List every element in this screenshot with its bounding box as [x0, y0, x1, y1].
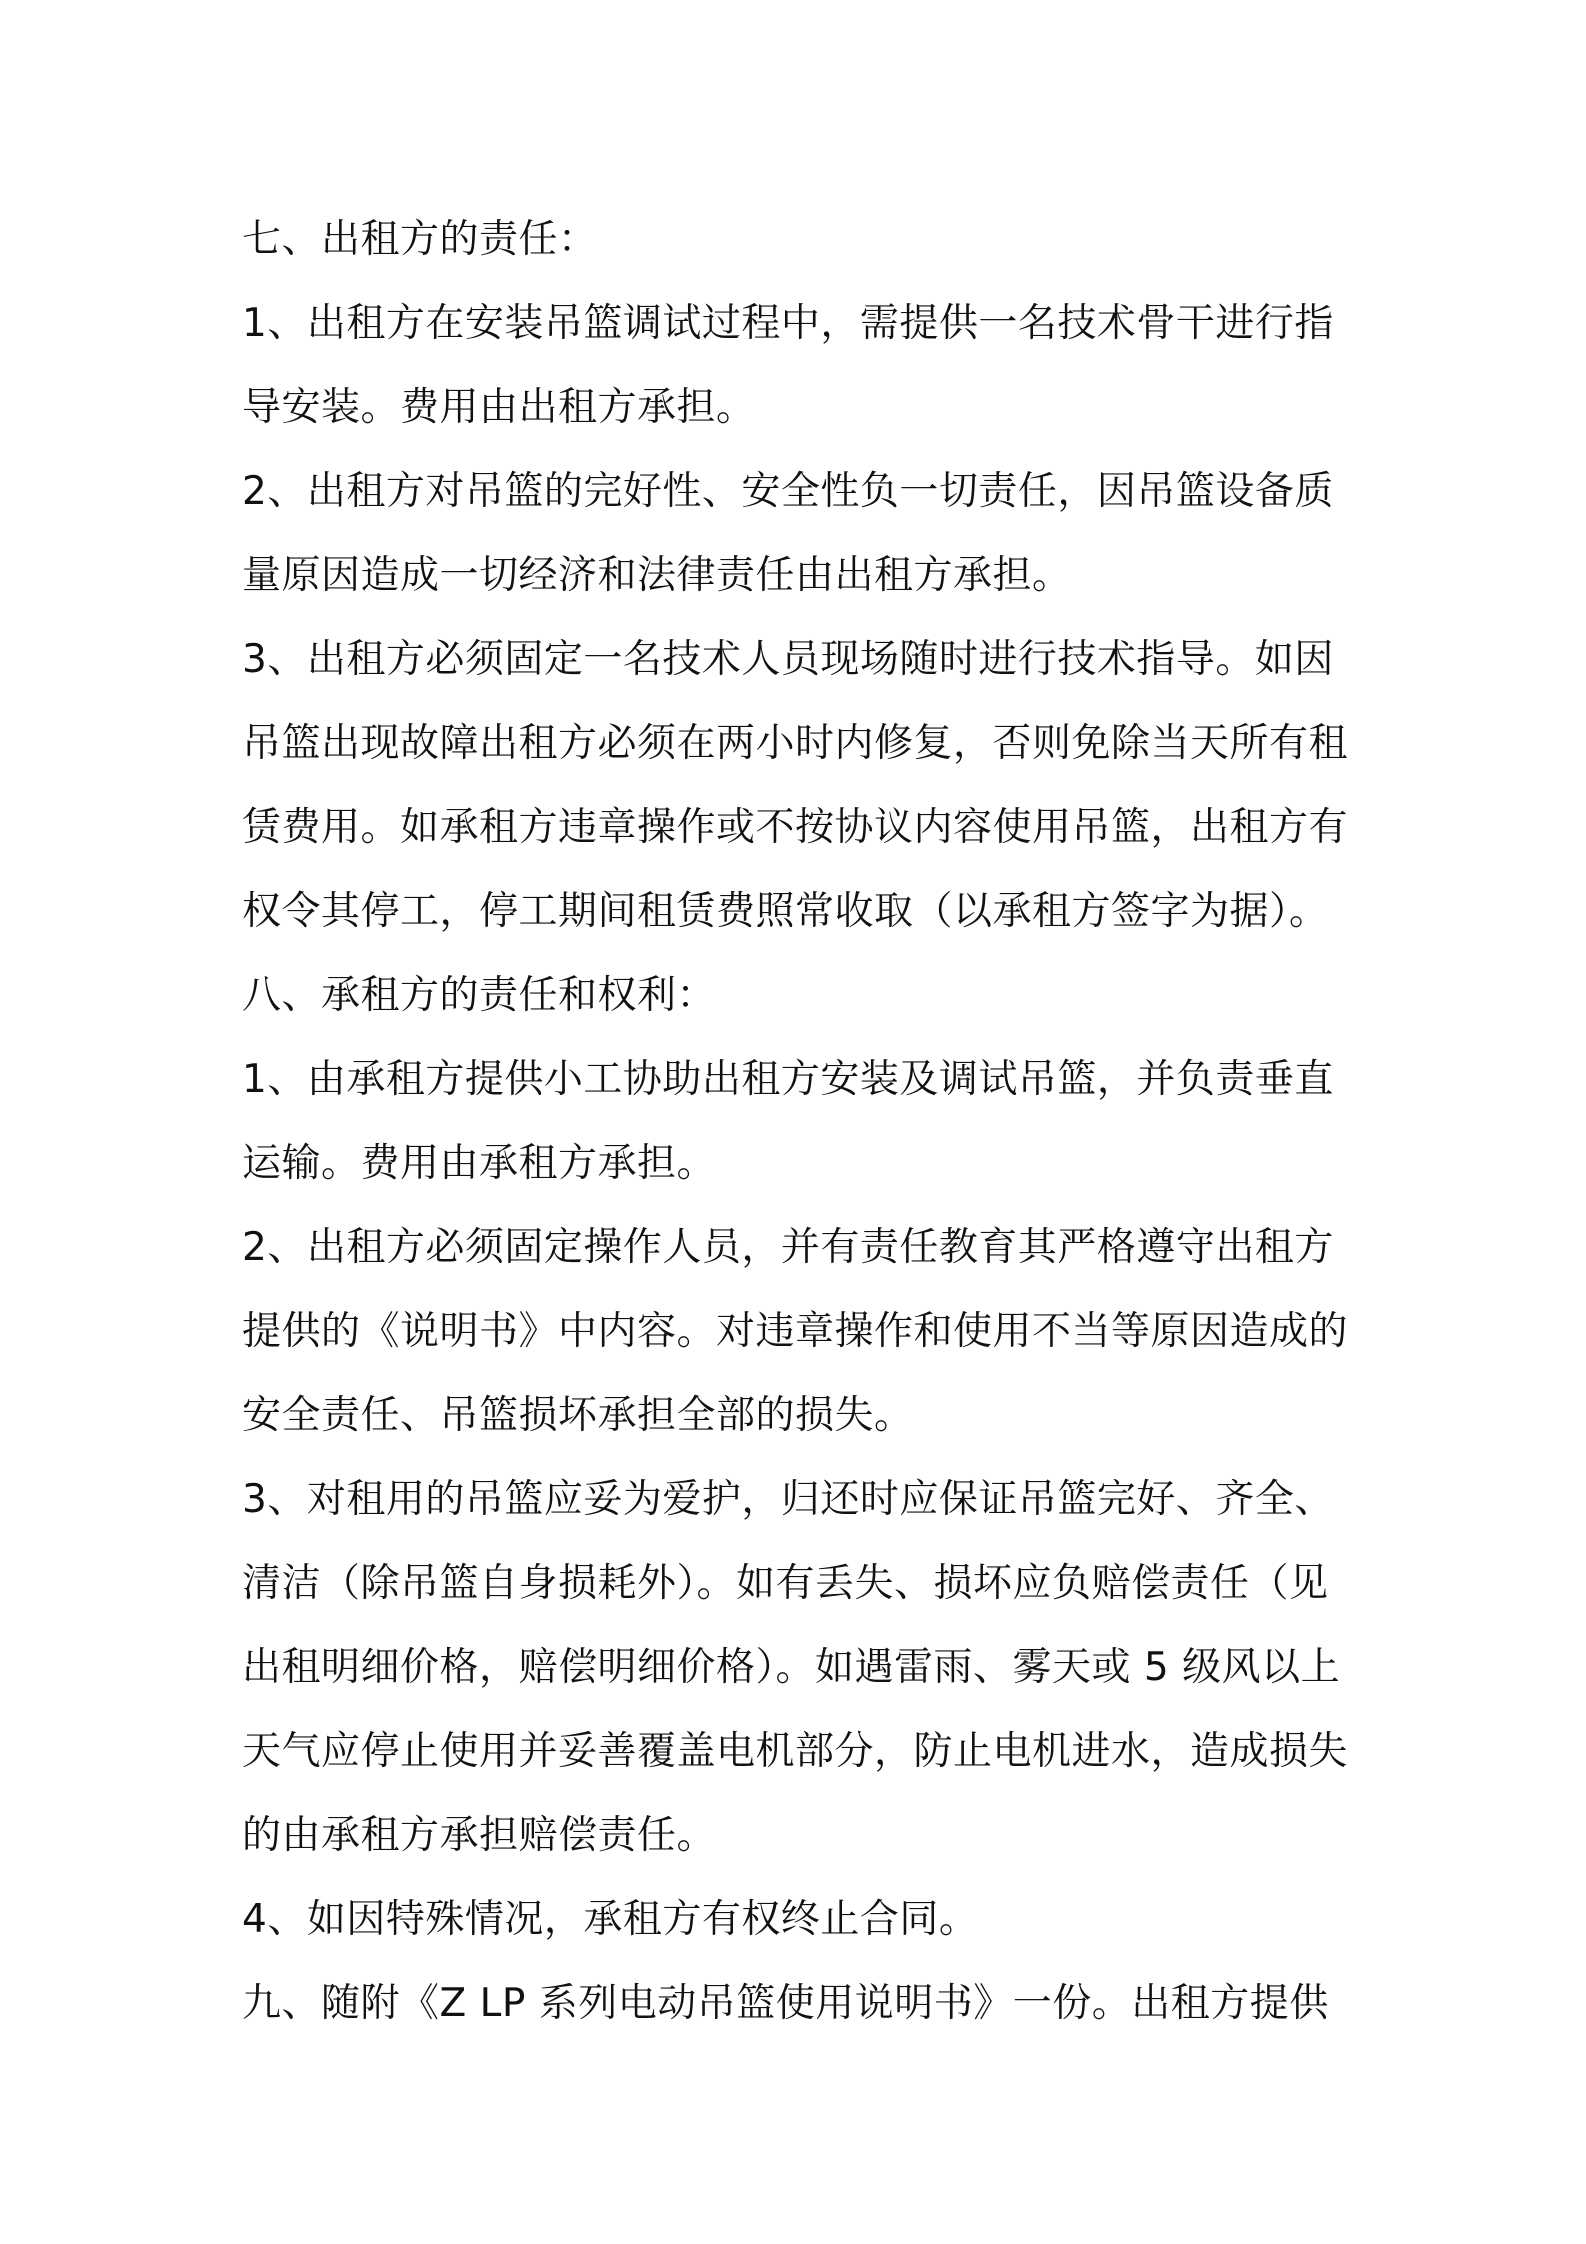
- text-line: 的由承租方承担赔偿责任。: [242, 1813, 717, 1858]
- text-line: 赁费用。如承租方违章操作或不按协议内容使用吊篮，出租方有: [242, 805, 1349, 850]
- text-line: 提供的《说明书》中内容。对违章操作和使用不当等原因造成的: [242, 1309, 1349, 1354]
- text-line: 量原因造成一切经济和法律责任由出租方承担。: [242, 553, 1072, 598]
- section-heading-7: 七、出租方的责任：: [242, 217, 598, 262]
- text-line: 吊篮出现故障出租方必须在两小时内修复，否则免除当天所有租: [242, 721, 1349, 766]
- section-heading-9: 九、随附《Z LP 系列电动吊篮使用说明书》一份。出租方提供: [242, 1981, 1329, 2026]
- section-heading-8: 八、承租方的责任和权利：: [242, 973, 717, 1018]
- text-line: 1、出租方在安装吊篮调试过程中，需提供一名技术骨干进行指: [242, 301, 1334, 346]
- text-line: 运输。费用由承租方承担。: [242, 1141, 717, 1186]
- text-line: 导安装。费用由出租方承担。: [242, 385, 756, 430]
- text-line: 2、出租方对吊篮的完好性、安全性负一切责任，因吊篮设备质: [242, 469, 1334, 514]
- text-line: 出租明细价格，赔偿明细价格）。如遇雷雨、雾天或 5 级风以上: [242, 1645, 1341, 1690]
- text-line: 3、对租用的吊篮应妥为爱护，归还时应保证吊篮完好、齐全、: [242, 1477, 1334, 1522]
- text-line: 2、出租方必须固定操作人员，并有责任教育其严格遵守出租方: [242, 1225, 1334, 1270]
- text-line: 权令其停工，停工期间租赁费照常收取（以承租方签字为据）。: [242, 889, 1329, 934]
- text-line: 3、出租方必须固定一名技术人员现场随时进行技术指导。如因: [242, 637, 1334, 682]
- text-line: 4、如因特殊情况，承租方有权终止合同。: [242, 1897, 979, 1942]
- document-body: [242, 198, 1352, 2046]
- text-line: 1、由承租方提供小工协助出租方安装及调试吊篮，并负责垂直: [242, 1057, 1334, 1102]
- text-line: 天气应停止使用并妥善覆盖电机部分，防止电机进水，造成损失: [242, 1729, 1349, 1774]
- text-line: 清洁（除吊篮自身损耗外）。如有丢失、损坏应负赔偿责任（见: [242, 1561, 1329, 1606]
- text-line: 安全责任、吊篮损坏承担全部的损失。: [242, 1393, 914, 1438]
